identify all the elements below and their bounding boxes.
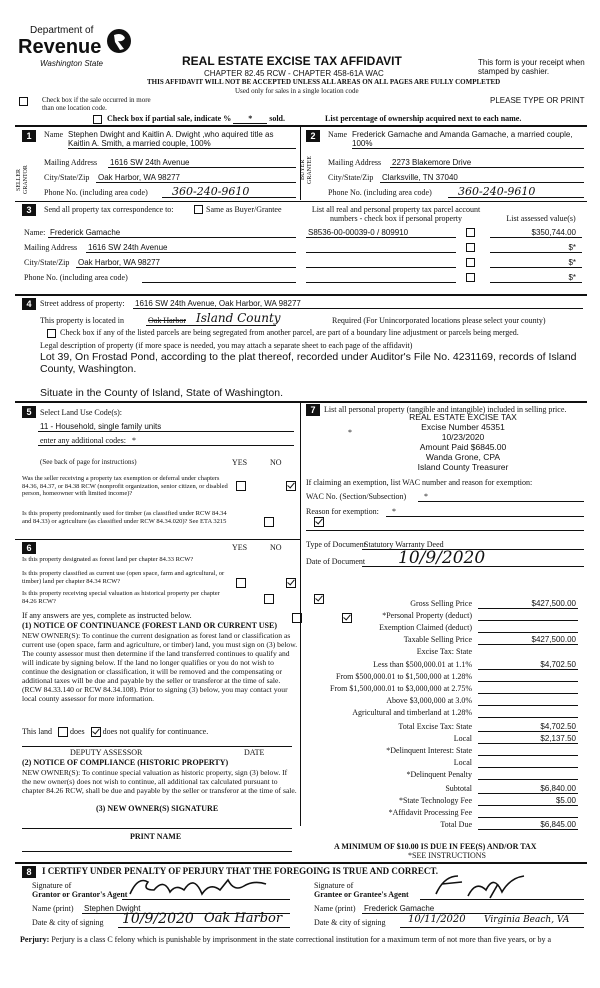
parcel-number[interactable]: S8536-00-00039-0 / 809910	[308, 228, 409, 237]
grantee-city[interactable]: Virginia Beach, VA	[484, 915, 570, 925]
grantor-city[interactable]: Oak Harbor	[204, 911, 283, 926]
tax-row-label: Agricultural and timberland at 1.28%	[352, 708, 472, 717]
reason-label: Reason for exemption:	[306, 507, 379, 516]
continuance-line	[22, 727, 208, 737]
this-land-text: This land	[22, 727, 52, 736]
street-address[interactable]: 1616 SW 24th Avenue, Oak Harbor, WA 98277	[135, 299, 301, 308]
tax-row-label: *Personal Property (deduct)	[382, 611, 472, 620]
s5-yes-header: YES	[232, 458, 248, 467]
seller-phone-label: Phone No. (including area code)	[44, 188, 148, 197]
s6-yes-header: YES	[232, 543, 248, 552]
tax-row-label: Local	[453, 758, 472, 767]
notice-continuance-title: (1) NOTICE OF CONTINUANCE (FOREST LAND OR CURRENT USE)	[22, 621, 277, 630]
s6-question-forest: Is this property designated as forest land per chapter 84.33 RCW?	[22, 556, 194, 563]
tax-row-value[interactable]: $5.00	[555, 796, 576, 805]
additional-codes-text: enter any additional codes:	[40, 436, 126, 445]
grantor-sig-label-2: Grantor or Grantor's Agent	[32, 890, 128, 899]
located-county[interactable]: Island County	[196, 311, 281, 325]
s6-q2-yes-checkbox[interactable]	[264, 594, 274, 604]
perjury-text: Perjury is a class C felony which is punishable by imprisonment in the state correctional institution for a maximum term of not more than five years, or by a	[51, 935, 551, 944]
section-1-number: 1	[22, 130, 36, 142]
tax-row-label: Taxable Selling Price	[403, 635, 472, 644]
tax-row-value[interactable]: $427,500.00	[531, 599, 576, 608]
chapter-line: CHAPTER 82.45 RCW - CHAPTER 458-61A WAC	[204, 69, 384, 78]
doc-type-value[interactable]: Statutory Warranty Deed	[364, 540, 444, 549]
required-note: Required (For Unincorporated locations please select your county)	[332, 316, 546, 325]
stamp-line: Excise Number 45351	[421, 422, 505, 432]
wac-value[interactable]: *	[424, 492, 428, 501]
does-checkbox[interactable]	[58, 727, 68, 737]
parcel-header: List all real and personal property tax parcel account numbers - check box if personal property	[311, 205, 481, 223]
dept-line2: Revenue	[18, 36, 102, 58]
grantee-name[interactable]: Frederick Gamache	[364, 904, 435, 913]
s6-no-header: NO	[270, 543, 282, 552]
seller-phone[interactable]: 360-240-9610	[172, 185, 250, 198]
s5-q2-yes-checkbox[interactable]	[264, 517, 274, 527]
stamp-line: REAL ESTATE EXCISE TAX	[409, 412, 517, 422]
personal-property-checkbox[interactable]	[466, 273, 475, 282]
warning-line: THIS AFFIDAVIT WILL NOT BE ACCEPTED UNLESS ALL AREAS ON ALL PAGES ARE FULLY COMPLETED	[147, 78, 501, 86]
seller-addr[interactable]: 1616 SW 24th Avenue	[110, 158, 190, 167]
tax-row-label: From $1,500,000.01 to $3,000,000 at 2.75%	[330, 684, 472, 693]
s3-addr-label: Mailing Address	[24, 243, 78, 252]
wac-label: WAC No. (Section/Subsection)	[306, 492, 407, 501]
receipt-note: This form is your receipt when stamped by cashier.	[478, 58, 585, 76]
tax-row-value[interactable]: $427,500.00	[531, 635, 576, 644]
form-title: REAL ESTATE EXCISE TAX AFFIDAVIT	[182, 54, 402, 68]
grantee-date-label: Date & city of signing	[314, 918, 386, 927]
assessed-value[interactable]: $*	[568, 243, 576, 252]
does-text: does	[70, 727, 85, 736]
grantor-signature[interactable]	[124, 872, 274, 902]
tax-row-label: Subtotal	[445, 784, 472, 793]
assessed-value[interactable]: $*	[568, 273, 576, 282]
same-as-buyer-label: Same as Buyer/Grantee	[206, 205, 282, 214]
doc-date-label: Date of Document	[306, 557, 366, 566]
type-print-note: PLEASE TYPE OR PRINT	[490, 96, 585, 105]
section-7-number: 7	[306, 404, 320, 416]
grantee-sig-label-1: Signature of	[314, 881, 354, 890]
s3-city-label: City/State/Zip	[24, 258, 70, 267]
located-label: This property is located in	[40, 316, 124, 325]
legal-description[interactable]: Lot 39, On Frostad Pond, according to the plat thereof, recorded under Auditor's File No. 4231169, records of Island County, Washington.	[40, 351, 577, 375]
grantee-name-label: Name (print)	[314, 904, 356, 913]
seller-side-label: SELLER GRANTOR	[16, 165, 29, 195]
grantor-date-label: Date & city of signing	[32, 918, 104, 927]
personal-property-checkbox[interactable]	[466, 228, 475, 237]
tax-row-label: *Delinquent Penalty	[406, 770, 472, 779]
see-instructions-note: *SEE INSTRUCTIONS	[408, 851, 487, 860]
partial-sale-sold: sold.	[269, 114, 286, 123]
grantor-name-label: Name (print)	[32, 904, 74, 913]
tax-row-value[interactable]: $6,845.00	[540, 820, 576, 829]
buyer-phone-label: Phone No. (including area code)	[328, 188, 432, 197]
tax-row-value[interactable]: $4,702.50	[540, 660, 576, 669]
street-label: Street address of property:	[40, 299, 125, 308]
doc-date-value[interactable]: 10/9/2020	[398, 548, 486, 568]
stamp-line: 10/23/2020	[441, 432, 485, 442]
dept-line1: Department of	[30, 25, 94, 36]
buyer-city[interactable]: Clarksville, TN 37040	[382, 173, 458, 182]
stamp-line: Island County Treasurer	[417, 462, 509, 472]
grantee-sig-label-2: Grantee or Grantee's Agent	[314, 890, 409, 899]
partial-sale-checkbox[interactable]	[93, 115, 102, 124]
land-use-code[interactable]: 11 - Household, single family units	[40, 422, 162, 431]
grantee-date[interactable]: 10/11/2020	[408, 914, 466, 925]
s5-q1-yes-checkbox[interactable]	[236, 481, 246, 491]
tax-row-label: Less than $500,000.01 at 1.1%	[373, 660, 472, 669]
s6-q1-no-checkbox[interactable]	[286, 578, 296, 588]
buyer-addr-label: Mailing Address	[328, 158, 382, 167]
does-not-text: does not	[102, 727, 130, 736]
new-owner-signature-label: (3) NEW OWNER(S) SIGNATURE	[96, 804, 219, 813]
s3-addr[interactable]: 1616 SW 24th Avenue	[88, 243, 168, 252]
if-yes-note: If any answers are yes, complete as instructed below.	[22, 611, 192, 620]
see-back-note: (See back of page for instructions)	[40, 458, 137, 466]
s5-q2-no-checkbox[interactable]	[314, 517, 324, 527]
stamp-line: Wanda Grone, CPA	[425, 452, 501, 462]
print-name-label: PRINT NAME	[130, 832, 182, 841]
does-not-checkbox[interactable]	[91, 727, 101, 737]
section-4-number: 4	[22, 298, 36, 310]
perjury-label: Perjury:	[20, 935, 50, 944]
tax-row-label: Total Excise Tax: State	[398, 722, 472, 731]
additional-codes-label	[40, 436, 136, 445]
dor-logo	[18, 26, 138, 74]
treasurer-stamp	[378, 412, 548, 472]
partial-sale-label	[107, 114, 285, 124]
assessed-header: List assessed value(s)	[506, 214, 576, 223]
s5-no-header: NO	[270, 458, 282, 467]
deputy-date-label: DATE	[244, 748, 265, 757]
situate-line[interactable]: Situate in the County of Island, State of Washington.	[40, 387, 284, 399]
seller-name-label: Name	[44, 130, 64, 139]
grantor-date[interactable]: 10/9/2020	[122, 911, 194, 927]
exemption-intro: If claiming an exemption, list WAC number and reason for exemption:	[306, 478, 533, 487]
seller-name[interactable]: Stephen Dwight and Kaitlin A. Dwight ,who aquired title as Kaitlin A. Smith, a married couple, 100%	[68, 130, 274, 148]
buyer-addr[interactable]: 2273 Blakemore Drive	[392, 158, 472, 167]
grantor-name[interactable]: Stephen Dwight	[84, 904, 141, 913]
multi-location-checkbox[interactable]	[19, 97, 28, 106]
s5-q1-no-checkbox[interactable]	[286, 481, 296, 491]
tax-row-label: Above $3,000,000 at 3.0%	[386, 696, 472, 705]
segregated-checkbox[interactable]	[47, 329, 56, 338]
reason-value[interactable]: *	[392, 507, 396, 516]
section-8-number: 8	[22, 866, 36, 878]
section-5-number: 5	[22, 406, 36, 418]
tax-row-label: Local	[453, 734, 472, 743]
partial-sale-text: Check box if partial sale, indicate %	[107, 114, 232, 123]
buyer-phone[interactable]: 360-240-9610	[458, 185, 536, 198]
tax-row-value[interactable]: $4,702.50	[540, 722, 576, 731]
list-percentage-note: List percentage of ownership acquired next to each name.	[325, 114, 522, 123]
s5-question-exemption: Was the seller receiving a property tax exemption or deferral under chapters 84.36, 84.37, or 84.38 RCW (nonprofit organization, senior citizen, or disabled person, homeowner with limited income)?	[22, 475, 228, 497]
personal-property-checkbox[interactable]	[466, 243, 475, 252]
doc-type-label: Type of Document	[306, 540, 366, 549]
same-as-buyer-checkbox[interactable]	[194, 205, 203, 214]
stamp-line: Amount Paid $6845.00	[419, 442, 507, 452]
tax-row-value[interactable]: $2,137.50	[540, 734, 576, 743]
buyer-name[interactable]: Frederick Gamache and Amanda Gamache, a married couple, 100%	[352, 130, 573, 148]
s5-question-timber: Is this property predominantly used for timber (as classified under RCW 84.34 and 84.33) or agriculture (as classified under RCW 84.34.020)? See ETA 3215	[22, 510, 227, 525]
s6-question-historic: Is this property receiving special valuation as historical property per chapter 84.26 RCW?	[22, 590, 220, 605]
buyer-city-label: City/State/Zip	[328, 173, 374, 182]
certify-statement: I CERTIFY UNDER PENALTY OF PERJURY THAT THE FOREGOING IS TRUE AND CORRECT.	[42, 866, 439, 876]
tax-row-label: *Delinquent Interest: State	[386, 746, 472, 755]
seller-addr-label: Mailing Address	[44, 158, 98, 167]
tax-row-label: *Affidavit Processing Fee	[388, 808, 472, 817]
tax-row-label: Excise Tax: State	[416, 647, 472, 656]
s3-city[interactable]: Oak Harbor, WA 98277	[78, 258, 160, 267]
section-2-number: 2	[306, 130, 320, 142]
send-correspondence-label: Send all property tax correspondence to:	[44, 205, 174, 214]
personal-property-star[interactable]: *	[348, 428, 352, 437]
located-struck: Oak Harbor	[148, 316, 186, 325]
personal-property-list-label: List all personal property (tangible and intangible) included in selling price.	[324, 405, 567, 414]
notice-compliance-text: NEW OWNER(S): To continue special valuation as historic property, sign (3) below. If the new owner(s) does not wish to continue, all additional tax calculated pursuant to chapter 84.26 RCW, shall be due and payable by the seller or transferor at the time of sale.	[22, 768, 297, 795]
notice-continuance-text: NEW OWNER(S): To continue the current designation as forest land or classification as current use (open space, farm and agriculture, or timber) land, you must sign on (3) below. The county assessor must then determine if the land transferred continues to qualify and will indicate by signing below. If the land no longer qualifies or you do not wish to continue the designation or classification, it will be removed and the compensating or additional taxes will be due and payable by the seller or transferor at the time of sale. (RCW 84.33.140 or RCW 84.34.108). Prior to signing (3) below, you may contact your local county assessor for more information.	[22, 631, 298, 703]
minimum-due-note: A MINIMUM OF $10.00 IS DUE IN FEE(S) AND/OR TAX	[334, 842, 537, 851]
dept-line3: Washington State	[40, 59, 104, 68]
dor-emblem-icon	[106, 26, 132, 56]
grantor-sig-label-1: Signature of	[32, 881, 72, 890]
tax-row-value[interactable]: $6,840.00	[540, 784, 576, 793]
land-use-label: Select Land Use Code(s):	[40, 408, 122, 417]
legal-label: Legal description of property (if more space is needed, you may attach a separate sheet to each page of the affidavit)	[40, 341, 413, 350]
qualify-text: qualify for continuance.	[131, 727, 209, 736]
section-3-number: 3	[22, 204, 36, 216]
segregated-label: Check box if any of the listed parcels are being segregated from another parcel, are part of a boundary line adjustment or parcels being merged.	[60, 328, 519, 337]
section-6-number: 6	[22, 542, 36, 554]
single-code-line: Used only for sales in a single location code	[235, 87, 359, 95]
buyer-name-label: Name	[328, 130, 348, 139]
s3-phone-label: Phone No. (including area code)	[24, 273, 128, 282]
tax-row-label: From $500,000.01 to $1,500,000 at 1.28%	[336, 672, 472, 681]
partial-sale-input[interactable]: *	[233, 114, 267, 124]
s6-q1-yes-checkbox[interactable]	[236, 578, 246, 588]
seller-city-label: City/State/Zip	[44, 173, 90, 182]
deputy-assessor-label: DEPUTY ASSESSOR	[70, 748, 143, 757]
assessed-value[interactable]: $*	[568, 258, 576, 267]
buyer-side-label: BUYER GRANTEE	[300, 156, 313, 184]
tax-row-label: Exemption Claimed (deduct)	[379, 623, 472, 632]
s3-name-label: Name:	[24, 228, 46, 237]
s6-q3-yes-checkbox[interactable]	[292, 613, 302, 623]
assessed-value[interactable]: $350,744.00	[531, 228, 576, 237]
seller-city[interactable]: Oak Harbor, WA 98277	[98, 173, 180, 182]
tax-row-label: Gross Selling Price	[410, 599, 472, 608]
perjury-note	[20, 935, 595, 944]
notice-compliance-title: (2) NOTICE OF COMPLIANCE (HISTORIC PROPERTY)	[22, 758, 229, 767]
s6-question-current-use: Is this property classified as current use (open space, farm and agricultural, or timber) land per chapter 84.34 RCW?	[22, 570, 225, 585]
tax-row-label: Total Due	[440, 820, 472, 829]
tax-row-label: *State Technology Fee	[398, 796, 472, 805]
multi-location-label: Check box if the sale occurred in more than one location code.	[42, 96, 151, 112]
grantee-signature[interactable]	[428, 870, 538, 902]
s3-name[interactable]: Frederick Gamache	[50, 228, 121, 237]
personal-property-checkbox[interactable]	[466, 258, 475, 267]
additional-codes-value[interactable]: *	[131, 436, 136, 445]
